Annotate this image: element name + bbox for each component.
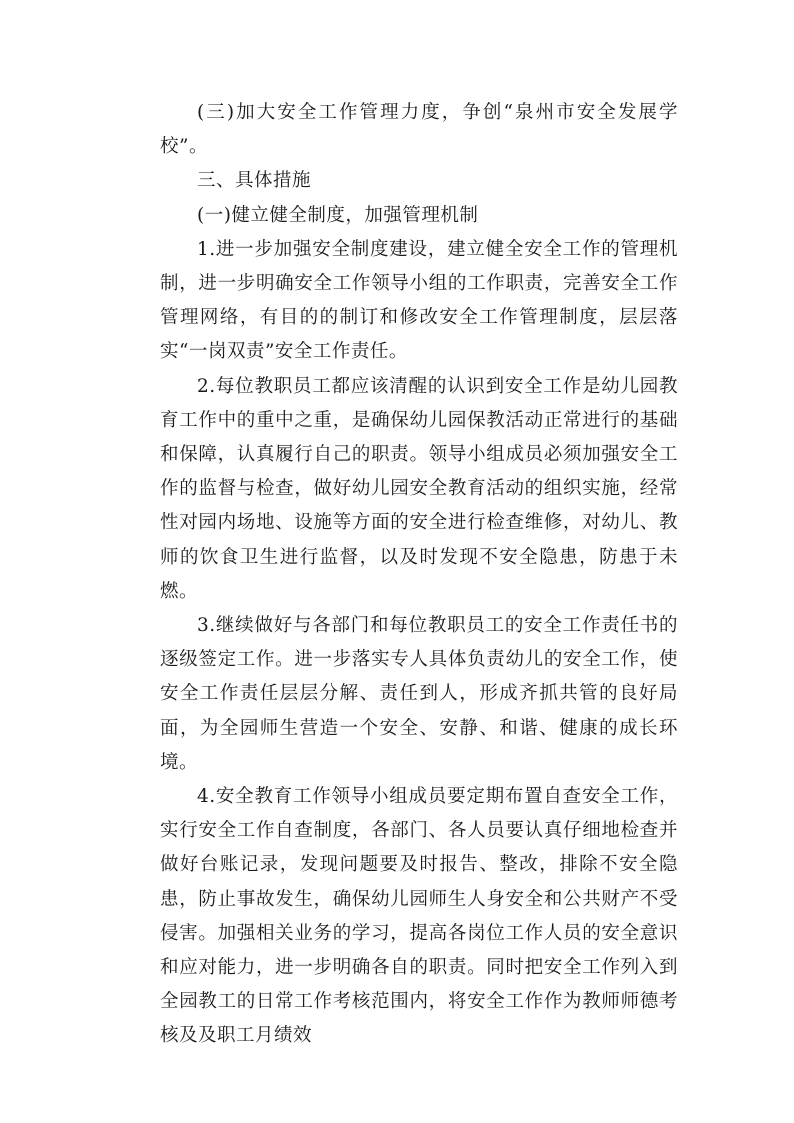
- document-body: [160, 96, 678, 1054]
- paragraph-item-4: 4.安全教育工作领导小组成员要定期布置自查安全工作，实行安全工作自查制度，各部门、各人员要认真仔细地检查并做好台账记录，发现问题要及时报告、整改，排除不安全隐患，防止事故发生，确保幼儿园师生人身安全和公共财产不受侵害。加强相关业务的学习，提高各岗位工作人员的安全意识和应对能力，进一步明确各自的职责。同时把安全工作列入到全园教工的日常工作考核范围内，将安全工作作为教师师德考核及及职工月绩效: [160, 786, 678, 1047]
- section-heading-measures: 三、具体措施: [197, 170, 312, 192]
- paragraph-item-2: 2.每位教职员工都应该清醒的认识到安全工作是幼儿园教育工作中的重中之重，是确保幼儿园保教活动正常进行的基础和保障，认真履行自己的职责。领导小组成员必须加强安全工作的监督与检查，做好幼儿园安全教育活动的组织实施，经常性对园内场地、设施等方面的安全进行检查维修，对幼儿、教师的饮食卫生进行监督，以及时发现不安全隐患，防患于未燃。: [160, 375, 678, 602]
- paragraph-item-1: 1.进一步加强安全制度建设，建立健全安全工作的管理机制，进一步明确安全工作领导小组的工作职责，完善安全工作管理网络，有目的的制订和修改安全工作管理制度，层层落实“一岗双责”安全工作责任。: [160, 238, 678, 363]
- subsection-heading-system: (一)健立健全制度，加强管理机制: [197, 204, 479, 226]
- paragraph-goal-3: (三)加大安全工作管理力度，争创“泉州市安全发展学校”。: [160, 102, 678, 158]
- paragraph-item-3: 3.继续做好与各部门和每位教职员工的安全工作责任书的逐级签定工作。进一步落实专人具体负责幼儿的安全工作，使安全工作责任层层分解、责任到人，形成齐抓共管的良好局面，为全园师生营造一个安全、安静、和谐、健康的成长环境。: [160, 615, 678, 773]
